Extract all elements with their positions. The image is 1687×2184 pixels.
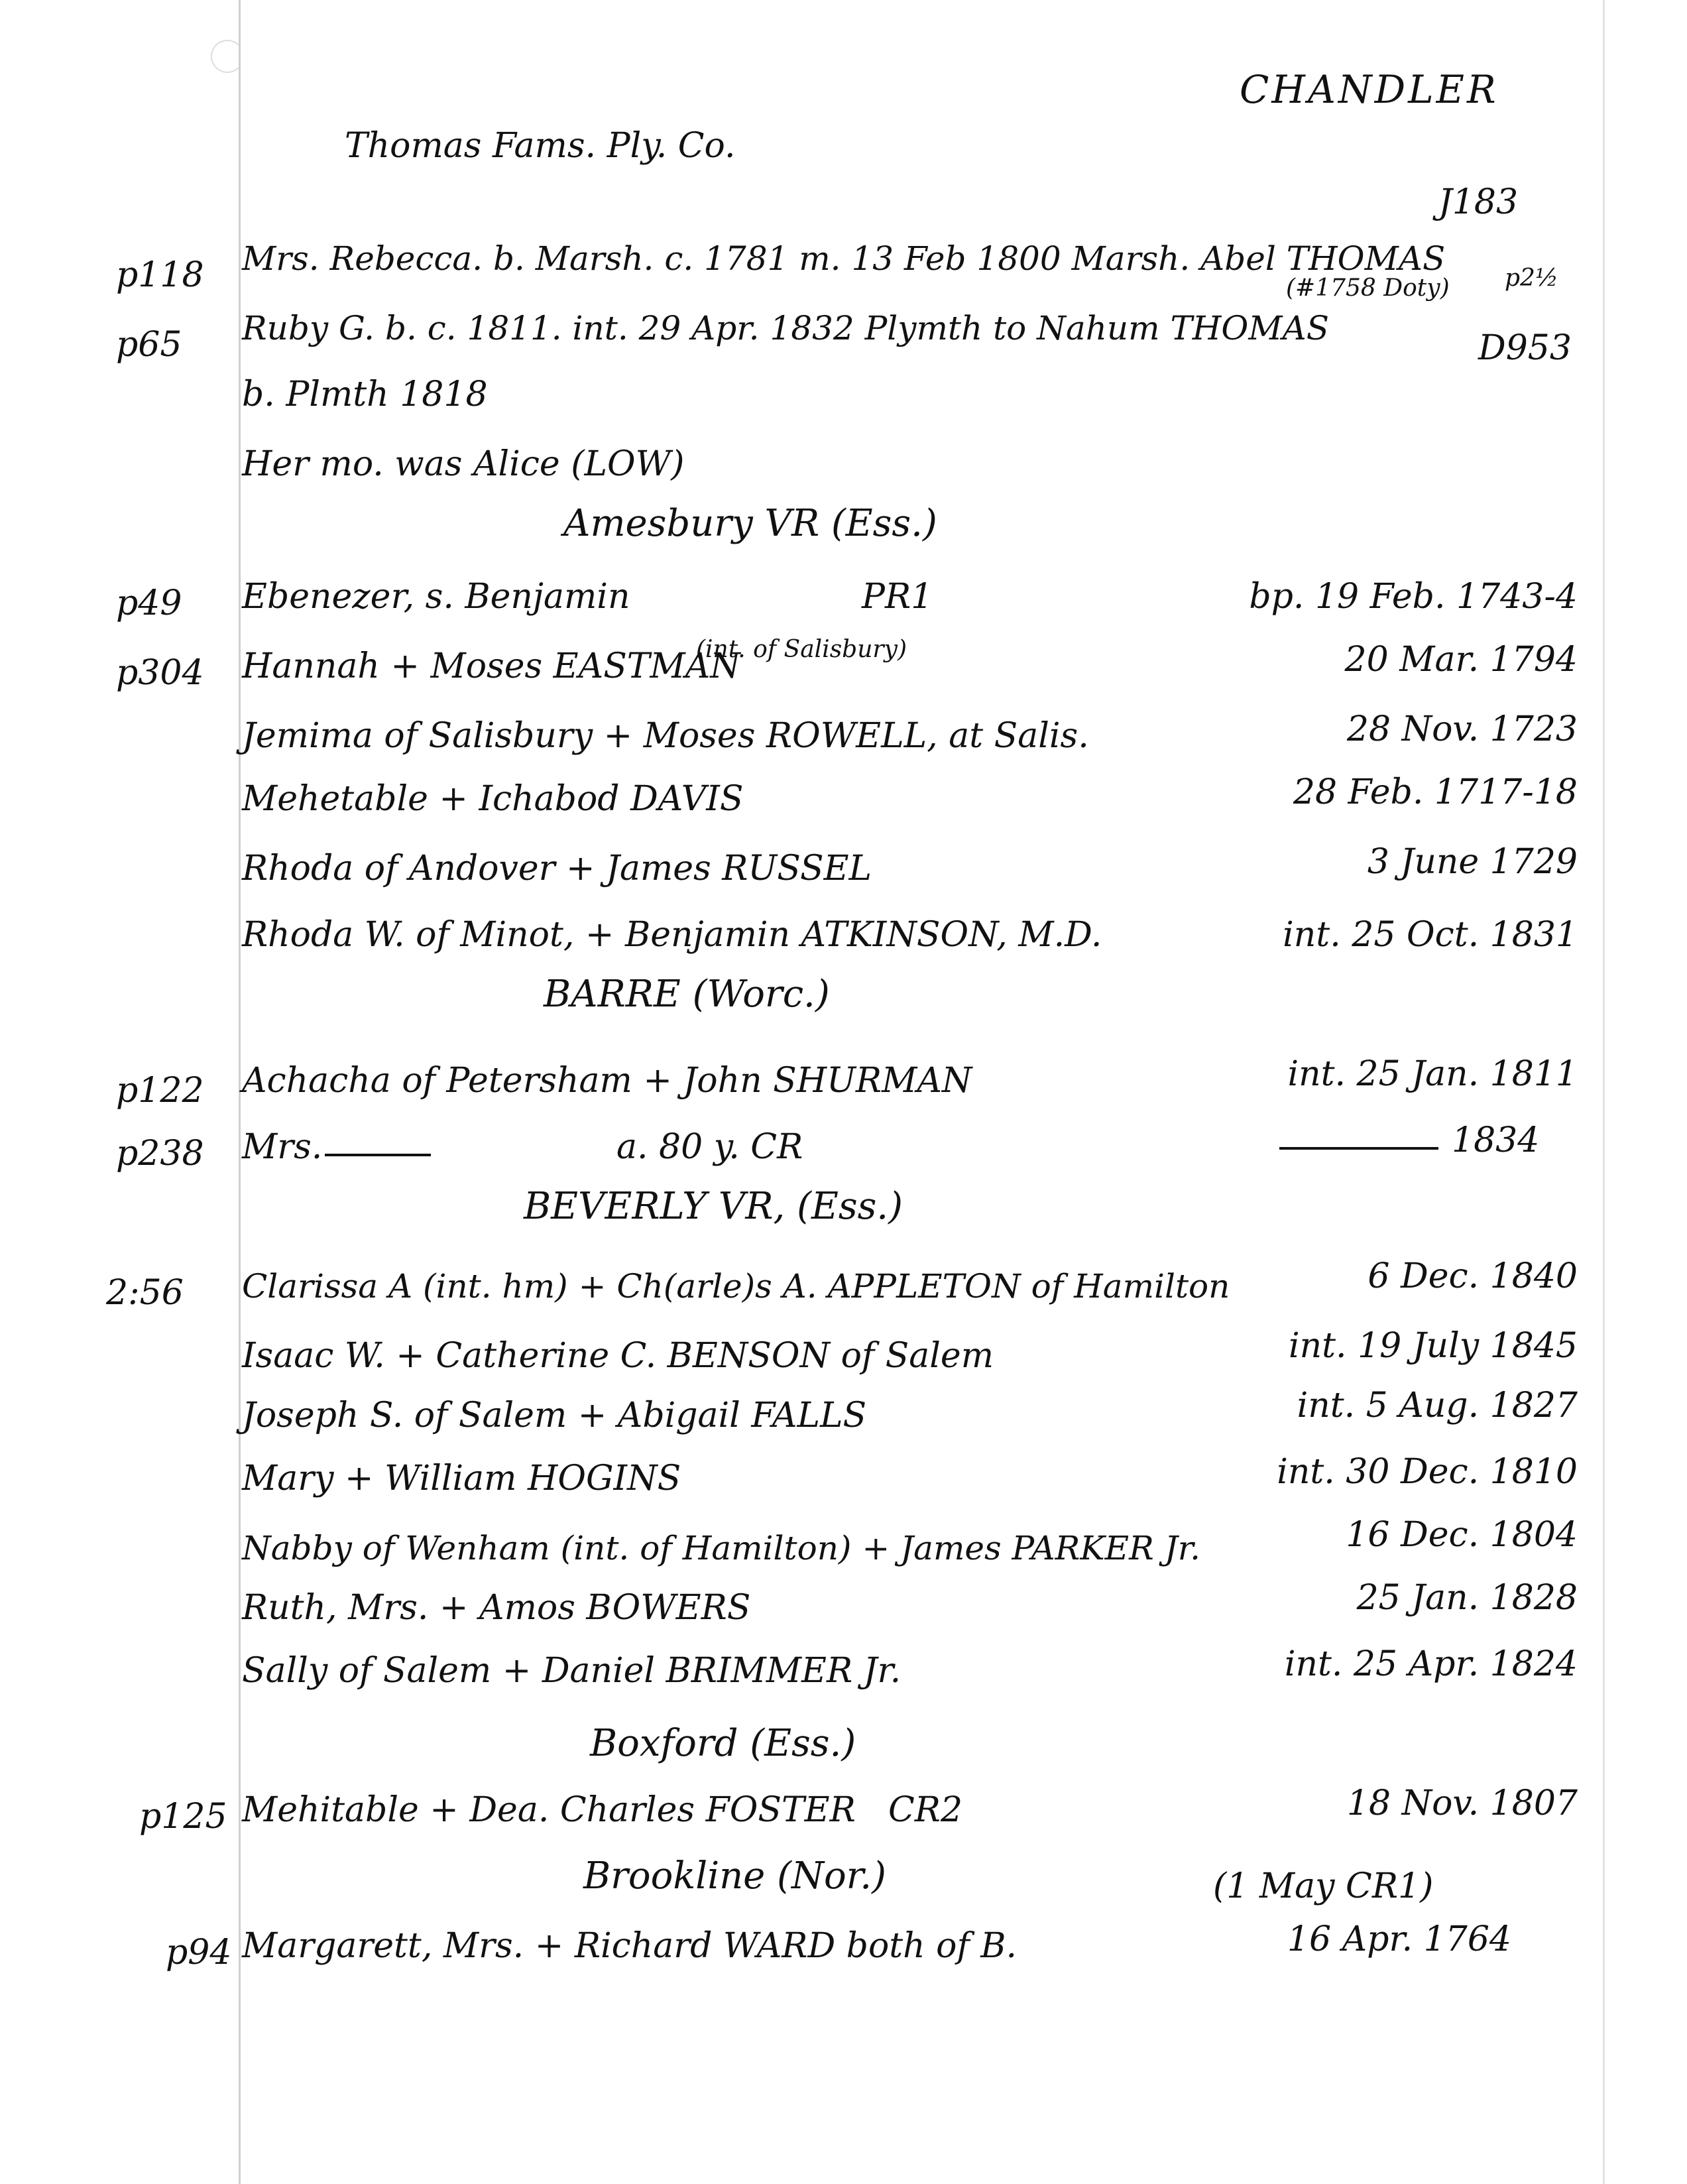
surname-heading: CHANDLER <box>1240 67 1499 112</box>
entry-text: Mary + William HOGINS <box>242 1459 681 1498</box>
section-heading: BARRE (Worc.) <box>544 973 830 1016</box>
entry-ref: p2½ <box>1505 265 1558 292</box>
page-ref: p125 <box>139 1797 227 1837</box>
section-heading: BEVERLY VR, (Ess.) <box>524 1185 903 1228</box>
entry-date: int. 25 Oct. 1831 <box>1283 915 1578 955</box>
entry-mid: a. 80 y. CR <box>616 1127 803 1167</box>
entry-mid: CR2 <box>888 1790 963 1830</box>
section-heading: Boxford (Ess.) <box>590 1722 856 1765</box>
entry-date: 20 Mar. 1794 <box>1344 640 1578 680</box>
entry-text: Ruby G. b. c. 1811. int. 29 Apr. 1832 Plymth to Nahum THOMAS <box>242 309 1329 347</box>
page-ref: p49 <box>116 583 182 623</box>
page-ref: p304 <box>116 653 204 693</box>
entry-date: int. 30 Dec. 1810 <box>1277 1452 1578 1492</box>
page-ref: 2:56 <box>106 1273 184 1313</box>
entry-text: Hannah + Moses EASTMAN <box>242 646 740 686</box>
entry-date: 28 Feb. 1717-18 <box>1293 772 1578 812</box>
entry-date: bp. 19 Feb. 1743-4 <box>1249 577 1578 617</box>
entry-date: 16 Apr. 1764 <box>1287 1919 1511 1959</box>
entry-note: (1 May CR1) <box>1213 1866 1434 1906</box>
entry-text: Clarissa A (int. hm) + Ch(arle)s A. APPLETON of Hamilton <box>242 1267 1230 1305</box>
margin-rule <box>239 0 241 2184</box>
source-title: Thomas Fams. Ply. Co. <box>345 126 736 166</box>
entry-text: b. Plmth 1818 <box>242 375 488 414</box>
blank-line <box>1279 1147 1438 1150</box>
entry-text: Rhoda of Andover + James RUSSEL <box>242 849 872 888</box>
entry-text: Mehetable + Ichabod DAVIS <box>242 779 744 819</box>
entry-text: Achacha of Petersham + John SHURMAN <box>242 1061 972 1101</box>
entry-text: Joseph S. of Salem + Abigail FALLS <box>242 1396 867 1435</box>
entry-date: int. 25 Apr. 1824 <box>1284 1644 1578 1684</box>
entry-text: Margarett, Mrs. + Richard WARD both of B. <box>242 1926 1018 1966</box>
entry-date: int. 19 July 1845 <box>1289 1326 1578 1366</box>
page-edge <box>1603 0 1605 2184</box>
entry-date: 16 Dec. 1804 <box>1346 1515 1578 1555</box>
section-heading: Amesbury VR (Ess.) <box>563 502 937 545</box>
entry-text: Sally of Salem + Daniel BRIMMER Jr. <box>242 1651 902 1691</box>
entry-text: Isaac W. + Catherine C. BENSON of Salem <box>242 1336 994 1376</box>
entry-text: Her mo. was Alice (LOW) <box>242 444 685 484</box>
entry-note: (int. of Salisbury) <box>696 636 907 663</box>
entry-text: Jemima of Salisbury + Moses ROWELL, at Salis. <box>242 716 1089 756</box>
entry-date: 1834 <box>1452 1121 1540 1160</box>
entry-text: Mrs. Rebecca. b. Marsh. c. 1781 m. 13 Feb 1800 Marsh. Abel THOMAS <box>242 239 1446 278</box>
page-ref: p94 <box>166 1933 232 1972</box>
entry-text: Rhoda W. of Minot, + Benjamin ATKINSON, M.D. <box>242 915 1102 955</box>
entry-text: Mrs. <box>242 1127 323 1167</box>
entry-date: int. 5 Aug. 1827 <box>1297 1386 1578 1426</box>
entry-date: 28 Nov. 1723 <box>1346 709 1578 749</box>
page-ref: p118 <box>116 255 204 295</box>
entry-text: Ebenezer, s. Benjamin <box>242 577 630 617</box>
punch-hole <box>211 40 244 73</box>
top-reference: J183 <box>1438 182 1519 222</box>
blank-line <box>325 1154 431 1156</box>
entry-date: 18 Nov. 1807 <box>1346 1784 1578 1823</box>
entry-date: int. 25 Jan. 1811 <box>1287 1054 1578 1094</box>
page-ref: p65 <box>116 325 182 365</box>
entry-text: Ruth, Mrs. + Amos BOWERS <box>242 1588 751 1628</box>
page-ref: p238 <box>116 1134 204 1174</box>
entry-date: 6 Dec. 1840 <box>1367 1256 1578 1296</box>
entry-mid: PR1 <box>862 577 933 617</box>
section-heading: Brookline (Nor.) <box>583 1854 886 1898</box>
entry-text: Mehitable + Dea. Charles FOSTER <box>242 1790 856 1830</box>
entry-note: (#1758 Doty) <box>1286 274 1450 302</box>
entry-date: 3 June 1729 <box>1367 842 1578 882</box>
entry-date: 25 Jan. 1828 <box>1356 1578 1578 1618</box>
page-ref: p122 <box>116 1071 204 1111</box>
entry-ref: D953 <box>1478 328 1572 368</box>
entry-text: Nabby of Wenham (int. of Hamilton) + James PARKER Jr. <box>242 1529 1201 1567</box>
